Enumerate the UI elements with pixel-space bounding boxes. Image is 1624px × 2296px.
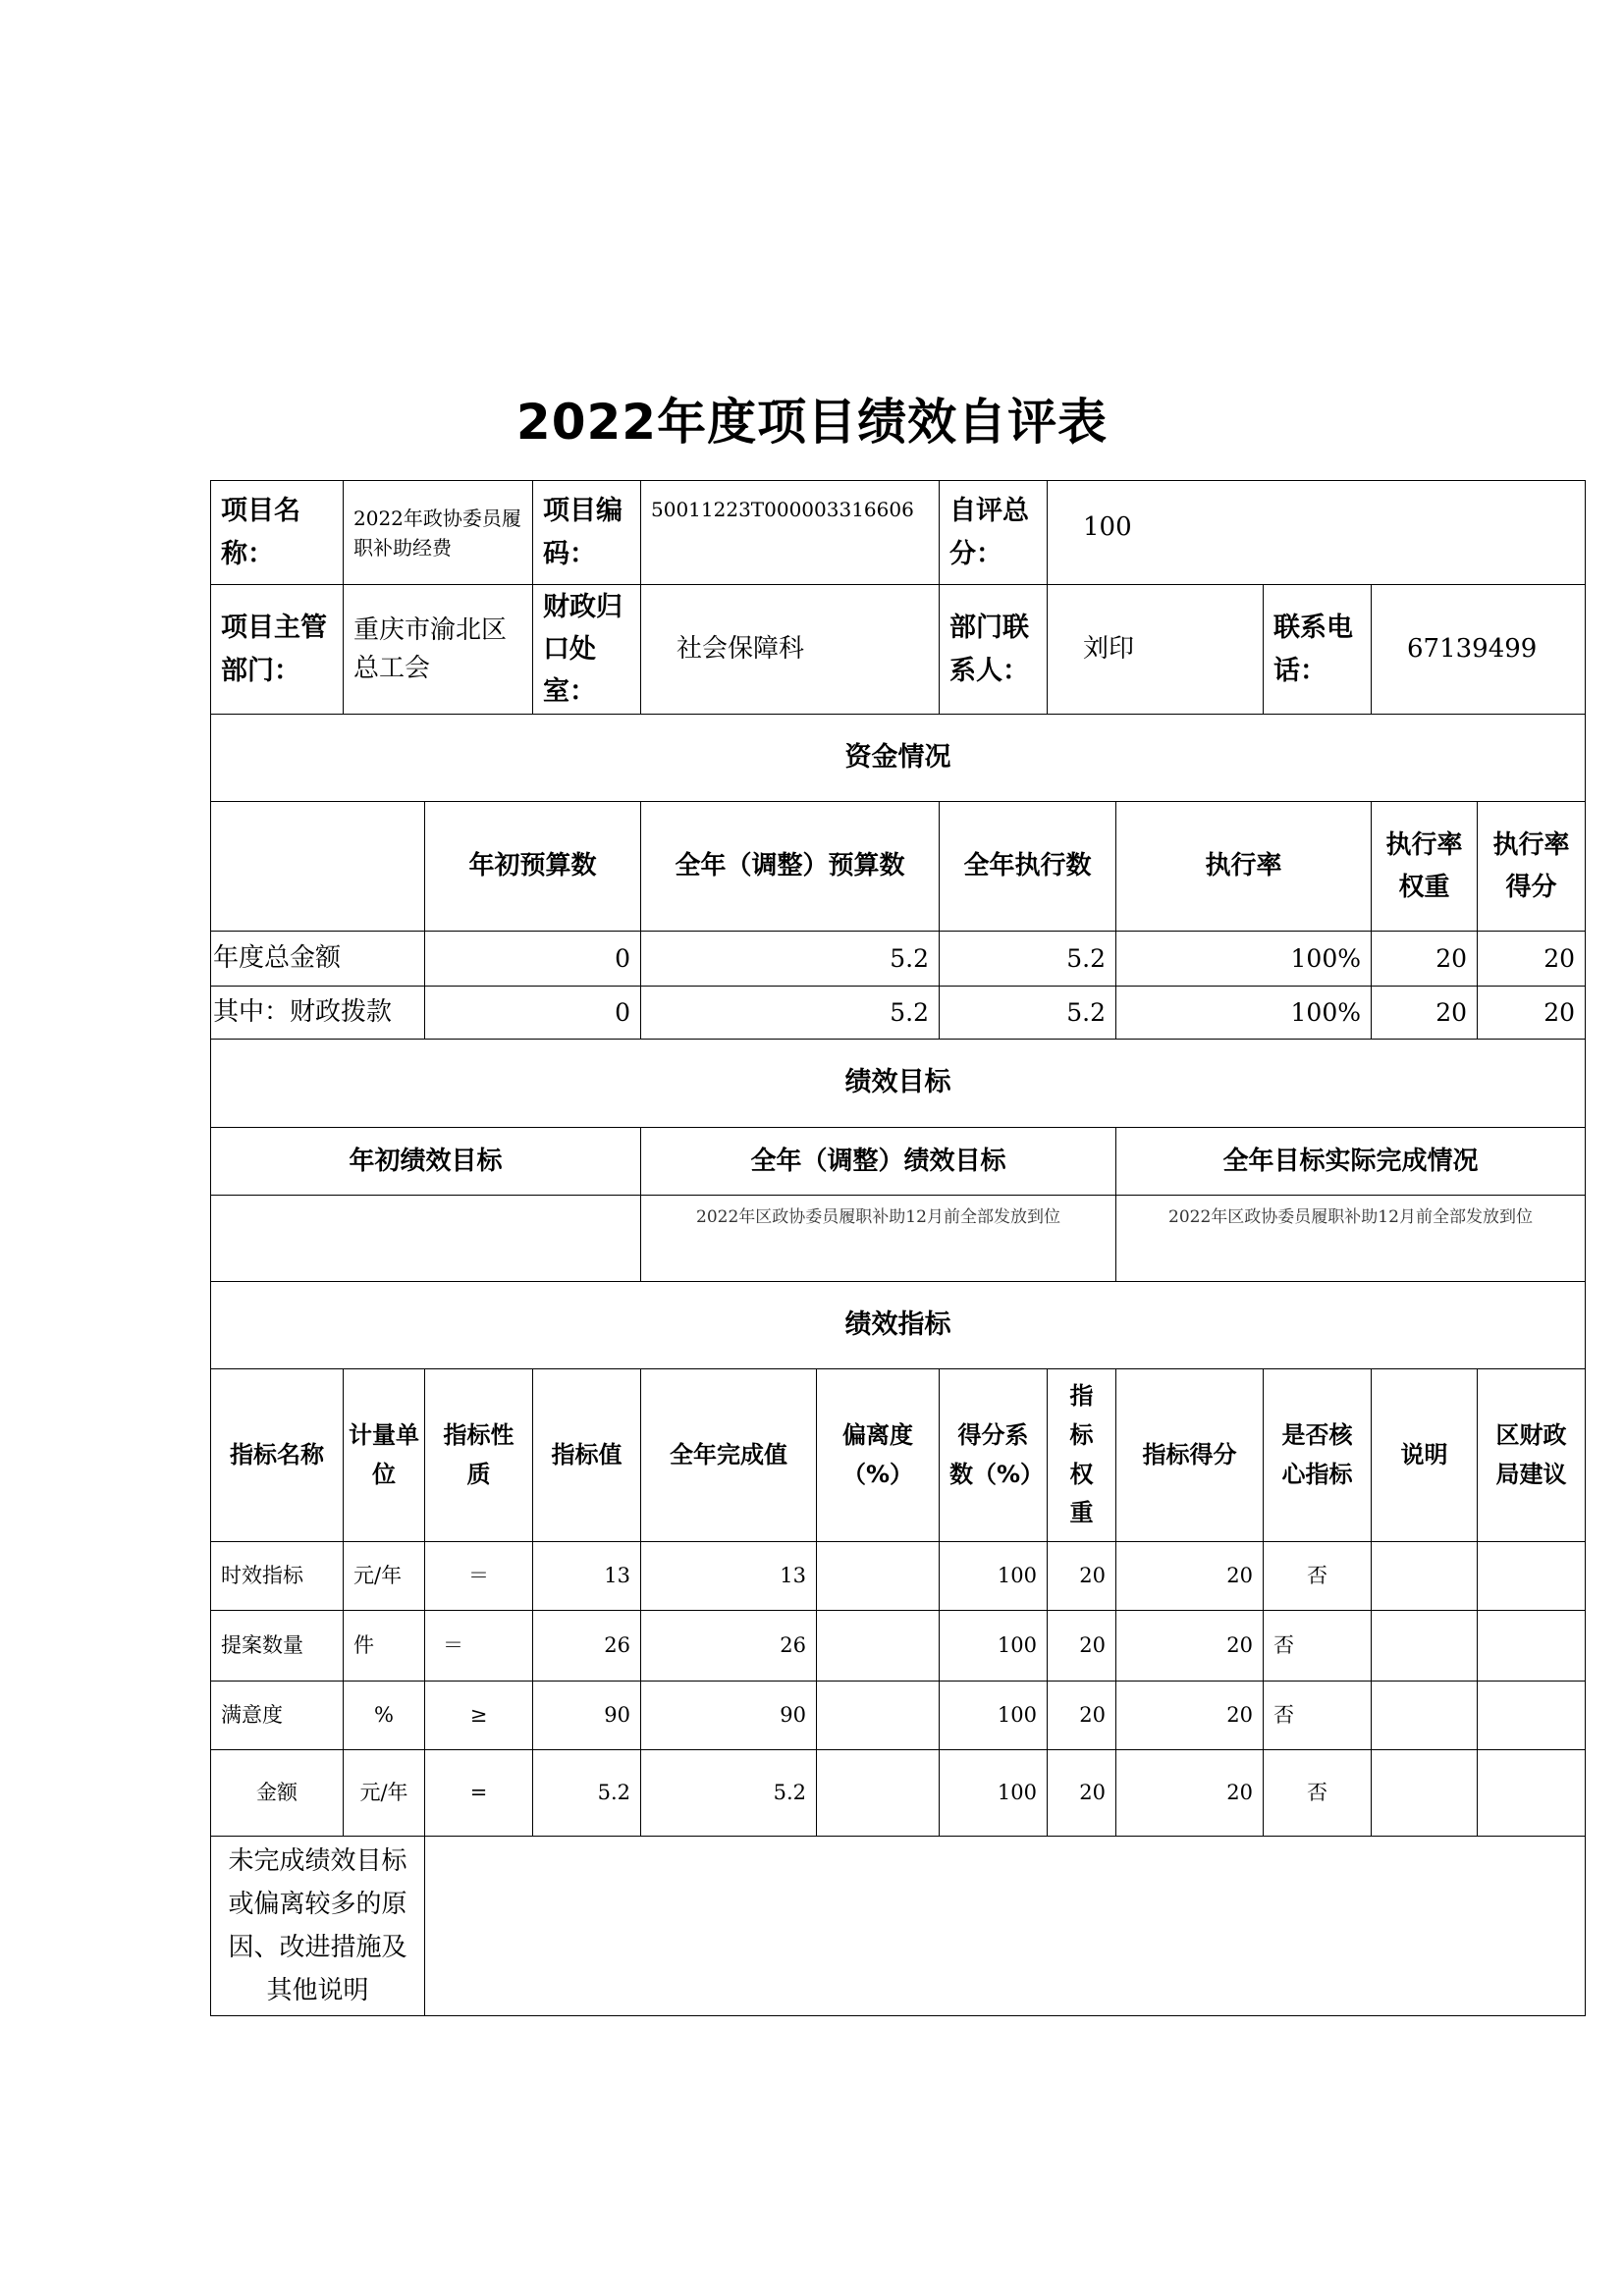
ind-unit: 元/年 (344, 1750, 425, 1837)
ind-weight: 20 (1048, 1542, 1116, 1611)
ind-advice (1478, 1542, 1586, 1611)
indicators-header-row (211, 1369, 1586, 1542)
goals-actual-value: 2022年区政协委员履职补助12月前全部发放到位 (1116, 1196, 1586, 1282)
self-score-value: 100 (1048, 481, 1586, 585)
funds-row-executed: 5.2 (940, 932, 1116, 987)
phone-value: 67139499 (1372, 585, 1586, 715)
ind-unit: 件 (344, 1611, 425, 1682)
funds-row-rate: 100% (1116, 932, 1372, 987)
ind-advice (1478, 1750, 1586, 1837)
goals-section-row (211, 1040, 1586, 1128)
ind-header-actual: 全年完成值 (641, 1369, 817, 1542)
funds-row-label: 其中：财政拨款 (211, 987, 425, 1040)
ind-weight: 20 (1048, 1750, 1116, 1837)
project-row-2 (211, 585, 1586, 715)
ind-header-advice: 区财政局建议 (1478, 1369, 1586, 1542)
ind-score: 20 (1116, 1750, 1264, 1837)
ind-core: 否 (1264, 1750, 1372, 1837)
ind-core: 否 (1264, 1611, 1372, 1682)
ind-header-note: 说明 (1372, 1369, 1478, 1542)
ind-deviation (817, 1682, 940, 1750)
funds-row-rate: 100% (1116, 987, 1372, 1040)
indicator-row (211, 1611, 1586, 1682)
ind-note (1372, 1682, 1478, 1750)
funds-row-adjusted: 5.2 (641, 932, 940, 987)
project-code-value: 50011223T000003316606 (641, 481, 940, 585)
indicators-section-row (211, 1282, 1586, 1369)
dept-label: 项目主管部门： (211, 585, 344, 715)
ind-coef: 100 (940, 1611, 1048, 1682)
ind-coef: 100 (940, 1750, 1048, 1837)
goals-adjusted-value: 2022年区政协委员履职补助12月前全部发放到位 (641, 1196, 1116, 1282)
indicator-row (211, 1750, 1586, 1837)
ind-score: 20 (1116, 1611, 1264, 1682)
goals-header-row (211, 1128, 1586, 1196)
ind-name: 满意度 (211, 1682, 344, 1750)
funds-row-label: 年度总金额 (211, 932, 425, 987)
funds-header-rate: 执行率 (1116, 802, 1372, 932)
ind-actual: 90 (641, 1682, 817, 1750)
ind-note (1372, 1611, 1478, 1682)
self-score-label: 自评总分： (940, 481, 1048, 585)
goals-initial-value (211, 1196, 641, 1282)
funds-row-total (211, 932, 1586, 987)
ind-core: 否 (1264, 1682, 1372, 1750)
remarks-value (425, 1837, 1586, 2016)
ind-header-target: 指标值 (533, 1369, 641, 1542)
funds-header-blank (211, 802, 425, 932)
ind-name: 金额 (211, 1750, 344, 1837)
ind-deviation (817, 1542, 940, 1611)
ind-weight: 20 (1048, 1682, 1116, 1750)
ind-header-coef: 得分系数（%） (940, 1369, 1048, 1542)
funds-row-weight: 20 (1372, 932, 1478, 987)
ind-weight: 20 (1048, 1611, 1116, 1682)
ind-advice (1478, 1611, 1586, 1682)
funds-header-executed: 全年执行数 (940, 802, 1116, 932)
ind-actual: 26 (641, 1611, 817, 1682)
ind-header-name: 指标名称 (211, 1369, 344, 1542)
ind-target: 26 (533, 1611, 641, 1682)
funds-header-row (211, 802, 1586, 932)
contact-value: 刘印 (1048, 585, 1264, 715)
ind-advice (1478, 1682, 1586, 1750)
funds-header-score: 执行率得分 (1478, 802, 1586, 932)
ind-header-weight: 指标权重 (1048, 1369, 1116, 1542)
ind-nature: ＝ (425, 1611, 533, 1682)
office-value: 社会保障科 (641, 585, 940, 715)
contact-label: 部门联系人： (940, 585, 1048, 715)
goals-header-initial: 年初绩效目标 (211, 1128, 641, 1196)
project-name-label: 项目名称： (211, 481, 344, 585)
project-code-label: 项目编码： (533, 481, 641, 585)
indicators-section-title: 绩效指标 (211, 1282, 1586, 1369)
funds-row-adjusted: 5.2 (641, 987, 940, 1040)
ind-unit: % (344, 1682, 425, 1750)
evaluation-table (210, 480, 1586, 2016)
funds-header-initial: 年初预算数 (425, 802, 641, 932)
page-title: 2022年度项目绩效自评表 (515, 394, 1109, 451)
funds-row-fiscal (211, 987, 1586, 1040)
ind-target: 13 (533, 1542, 641, 1611)
funds-section-title: 资金情况 (211, 715, 1586, 802)
goals-content-row (211, 1196, 1586, 1282)
funds-row-weight: 20 (1372, 987, 1478, 1040)
funds-row-score: 20 (1478, 932, 1586, 987)
dept-value: 重庆市渝北区总工会 (344, 585, 533, 715)
funds-row-initial: 0 (425, 987, 641, 1040)
phone-label: 联系电话： (1264, 585, 1372, 715)
ind-nature: = (425, 1750, 533, 1837)
ind-note (1372, 1542, 1478, 1611)
ind-nature: ≥ (425, 1682, 533, 1750)
project-name-value: 2022年政协委员履职补助经费 (344, 481, 533, 585)
goals-header-actual: 全年目标实际完成情况 (1116, 1128, 1586, 1196)
ind-coef: 100 (940, 1682, 1048, 1750)
funds-row-initial: 0 (425, 932, 641, 987)
ind-header-nature: 指标性质 (425, 1369, 533, 1542)
funds-row-score: 20 (1478, 987, 1586, 1040)
ind-name: 提案数量 (211, 1611, 344, 1682)
funds-section-row (211, 715, 1586, 802)
ind-deviation (817, 1750, 940, 1837)
funds-header-adjusted: 全年（调整）预算数 (641, 802, 940, 932)
ind-header-score: 指标得分 (1116, 1369, 1264, 1542)
ind-target: 5.2 (533, 1750, 641, 1837)
office-label: 财政归口处室： (533, 585, 641, 715)
goals-section-title: 绩效目标 (211, 1040, 1586, 1128)
ind-score: 20 (1116, 1682, 1264, 1750)
funds-row-executed: 5.2 (940, 987, 1116, 1040)
indicator-row (211, 1682, 1586, 1750)
ind-core: 否 (1264, 1542, 1372, 1611)
ind-name: 时效指标 (211, 1542, 344, 1611)
ind-header-core: 是否核心指标 (1264, 1369, 1372, 1542)
ind-nature: ＝ (425, 1542, 533, 1611)
project-row-1 (211, 481, 1586, 585)
ind-unit: 元/年 (344, 1542, 425, 1611)
ind-header-unit: 计量单位 (344, 1369, 425, 1542)
ind-actual: 5.2 (641, 1750, 817, 1837)
remarks-row (211, 1837, 1586, 2016)
ind-target: 90 (533, 1682, 641, 1750)
ind-note (1372, 1750, 1478, 1837)
ind-header-deviation: 偏离度（%） (817, 1369, 940, 1542)
ind-score: 20 (1116, 1542, 1264, 1611)
ind-actual: 13 (641, 1542, 817, 1611)
goals-header-adjusted: 全年（调整）绩效目标 (641, 1128, 1116, 1196)
ind-deviation (817, 1611, 940, 1682)
indicator-row (211, 1542, 1586, 1611)
remarks-label: 未完成绩效目标或偏离较多的原因、改进措施及其他说明 (211, 1837, 425, 2016)
ind-coef: 100 (940, 1542, 1048, 1611)
funds-header-weight: 执行率权重 (1372, 802, 1478, 932)
